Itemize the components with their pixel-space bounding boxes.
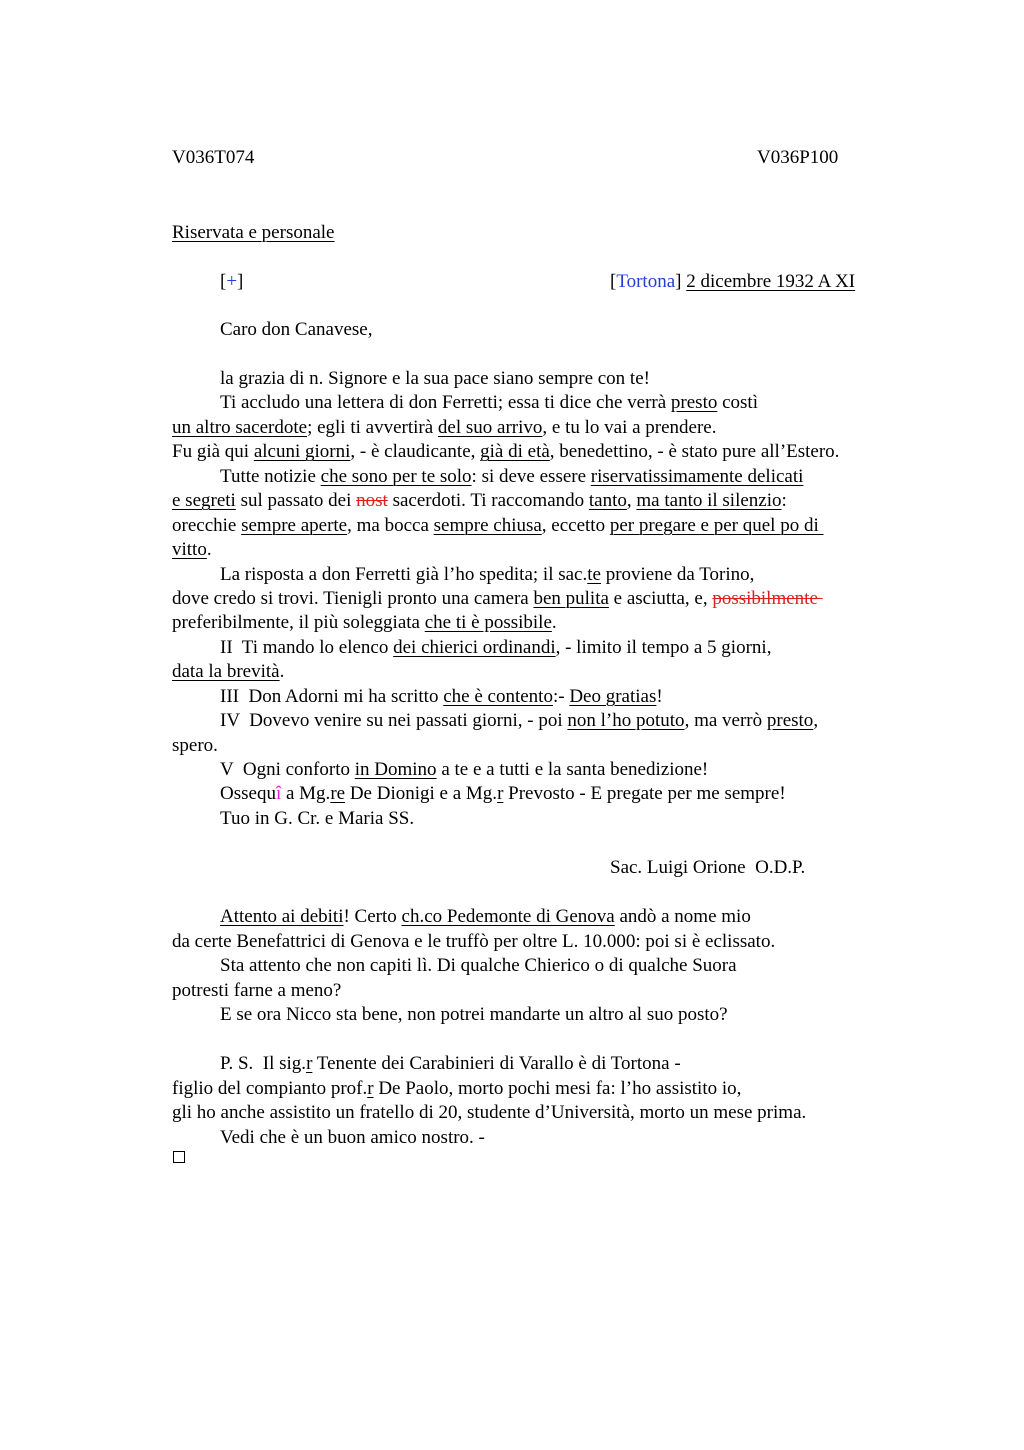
text-run: Deo gratias [569,685,657,707]
text-run: ma tanto il silenzio [636,490,782,512]
body-line [220,685,663,709]
text-run: De Dionigi e a Mg. [345,783,498,805]
document-code-left: V036T074 [172,147,255,168]
text-run: alcuni giorni [253,441,351,463]
text-run: ! [656,685,663,707]
postscript-line [172,1077,741,1101]
text-run: , eccetto [541,514,610,536]
signature: Sac. Luigi Orione O.D.P. [610,857,806,878]
body-line [220,807,414,831]
text-run: presto [766,710,814,732]
salutation: Caro don Canavese, [220,319,373,340]
text-run: in Domino [354,759,437,781]
postscript-line [172,1101,806,1125]
text-run: Ti accludo una lettera di don Ferretti; essa ti dice che verrà [220,392,671,414]
text-run: del suo arrivo [437,416,543,438]
text-run: possibilmente [712,587,823,609]
text-run: Prevosto - E pregate per me sempre! [503,783,786,805]
body-line [172,514,824,538]
text-run: , ma verrò [684,710,767,732]
text-run: e segreti [172,490,236,512]
text-run: II Ti mando lo elenco [220,636,394,658]
text-run: Tenente dei Carabinieri di Varallo è di Tortona - [312,1053,681,1074]
text-run: te [587,563,601,585]
text-run: proviene da Torino, [600,563,755,585]
text-run: non l’ho potuto [567,710,685,732]
cross-mark: [+] [220,271,244,292]
postscript-line [220,954,737,978]
text-run: Attento ai debiti [220,906,344,927]
text-run: , benedettino, - è stato pure all’Estero. [549,441,840,463]
body-line [172,587,823,611]
text-run: che è contento [443,685,553,707]
text-run: V Ogni conforto [220,759,355,781]
body-line [220,758,708,782]
text-run: e asciutta, e, [608,587,713,609]
text-run: De Paolo, morto pochi mesi fa: l’ho assistito io, [373,1077,742,1099]
text-run: tanto [588,490,627,512]
text-run: r [306,1053,313,1074]
text-run: presto [670,392,718,414]
text-run: Fu già qui [172,441,254,463]
end-of-document-box [173,1151,185,1163]
text-run: ben pulita [533,587,609,609]
text-run: . [551,612,557,634]
text-run: , e tu lo vai a prendere. [542,416,717,438]
text-run: gli ho anche assistito un fratello di 20, studente d’Università, morto un mese prima. [172,1102,807,1123]
body-line [172,734,218,758]
text-run: orecchie [172,514,242,536]
text-run: già di età [480,441,550,463]
text-run: , - limito il tempo a 5 giorni, [555,636,772,658]
text-run: vitto [172,539,207,561]
text-run: ! Certo [343,906,402,927]
text-run: . [206,539,212,561]
text-run: : [781,490,787,512]
text-run: Tuo in G. Cr. e Maria SS. [220,807,415,829]
text-run: che sono per te solo [320,465,472,487]
postscript-line [220,905,751,929]
text-run: Sta attento che non capiti lì. Di qualche Chierico o di qualche Suora [220,955,737,976]
text-run: che ti è possibile [424,612,552,634]
text-run: sempre aperte [241,514,348,536]
postscript-line [220,1052,681,1076]
text-run: r [367,1077,374,1099]
text-run: andò a nome mio [614,906,751,927]
text-run: , ma bocca [347,514,434,536]
body-line [172,611,557,635]
text-run: re [330,783,346,805]
text-run: riservatissimamente delicati [590,465,804,487]
text-run: î [275,783,282,805]
body-line [220,391,758,415]
body-line [220,636,771,660]
text-run: Tutte notizie [220,465,321,487]
text-run: figlio del compianto prof. [172,1077,368,1099]
text-run: sempre chiusa [433,514,542,536]
text-run: E se ora Nicco sta bene, non potrei mandarte un altro al suo posto? [220,1004,728,1025]
body-line [172,489,787,513]
text-run: dei chierici ordinandi [393,636,556,658]
postscript-line [220,1126,485,1150]
text-run: preferibilmente, il più soleggiata [172,612,425,634]
text-run: costì [717,392,758,414]
text-run: ; egli ti avvertirà [307,416,438,438]
body-line [172,660,284,684]
text-run: un altro sacerdote [172,416,308,438]
text-run: la grazia di n. Signore e la sua pace siano sempre con te! [220,368,650,389]
letter-heading: Riservata e personale [172,222,335,243]
text-run: IV Dovevo venire su nei passati giorni, - poi [220,710,568,732]
body-line [220,465,803,489]
body-line [220,782,786,806]
text-run: , [626,490,637,512]
text-run: r [497,783,504,805]
text-run: :- [552,685,570,707]
postscript-line [220,1003,728,1027]
text-run: Ossequ [220,783,276,805]
text-run: : si deve essere [471,465,591,487]
text-run: P. S. Il sig. [220,1053,307,1074]
body-line [220,709,818,733]
text-run: per pregare e per quel po di [609,514,824,536]
text-run: sul passato dei [235,490,357,512]
body-line [172,416,716,440]
text-run: , - è claudicante, [350,441,481,463]
text-run: Vedi che è un buon amico nostro. - [220,1126,485,1148]
body-line [172,440,839,464]
text-run: sacerdoti. Ti raccomando [387,490,589,512]
page-code-right: V036P100 [757,147,839,168]
text-run: spero. [172,734,218,756]
text-run: nost [356,490,388,512]
postscript-line [172,930,775,954]
text-run: a te e a tutti e la santa benedizione! [436,759,709,781]
body-line [220,367,650,391]
text-run: potresti farne a meno? [172,979,342,1001]
text-run: a Mg. [281,783,331,805]
postscript-line [172,979,341,1003]
body-line [220,563,754,587]
text-run: data la brevità [172,661,280,683]
text-run: dove credo si trovi. Tienigli pronto una camera [172,587,534,609]
text-run: La risposta a don Ferretti già l’ho spedita; il sac. [220,563,588,585]
text-run: III Don Adorni mi ha scritto [220,685,444,707]
dateline: [Tortona] 2 dicembre 1932 A XI [610,271,856,292]
body-line [172,538,212,562]
text-run: , [813,710,819,732]
text-run: da certe Benefattrici di Genova e le truffò per oltre L. 10.000: poi si è eclissato. [172,930,776,952]
text-run: ch.co Pedemonte di Genova [401,906,615,927]
text-run: . [279,661,285,683]
